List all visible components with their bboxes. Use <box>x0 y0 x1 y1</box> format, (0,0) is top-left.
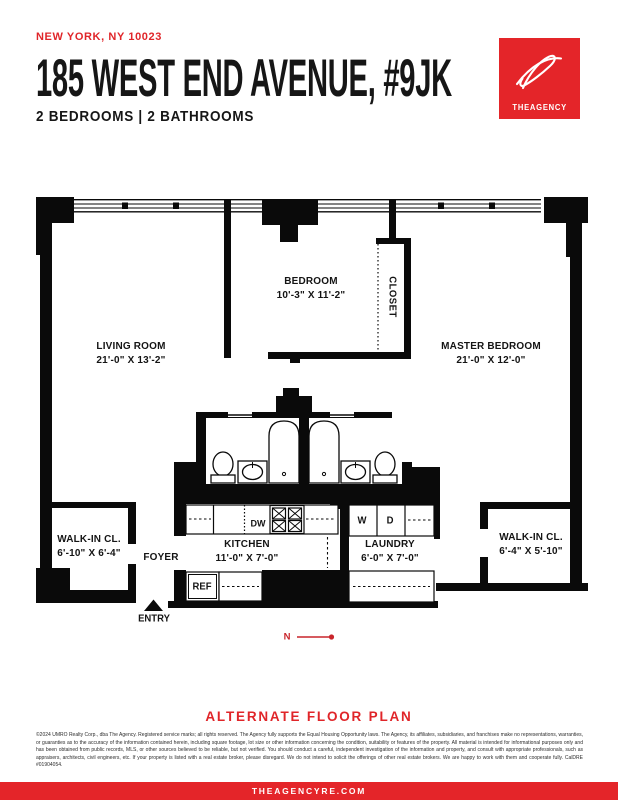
north-label: N <box>283 631 291 643</box>
wall-segment <box>128 508 136 544</box>
room-label-master-bedroom <box>441 339 541 367</box>
room-dims: 6'-4" X 5'-10" <box>499 545 563 557</box>
refrigerator-label: REF <box>192 581 212 593</box>
entry-arrow-icon <box>144 600 163 612</box>
dishwasher-label: DW <box>250 518 266 530</box>
room-label-kitchen <box>216 537 279 565</box>
room-dims: 21'-0" X 12'-0" <box>456 354 526 366</box>
wall-segment <box>480 509 488 529</box>
room-name: BEDROOM <box>284 274 338 287</box>
dryer-label: D <box>386 515 394 527</box>
wall-segment <box>262 199 318 225</box>
entry-label: ENTRY <box>138 613 170 625</box>
wall-segment <box>290 358 300 363</box>
room-dims: 21'-0" X 13'-2" <box>96 354 166 366</box>
wall-segment <box>280 225 298 242</box>
beds-baths-text: 2 BEDROOMS | 2 BATHROOMS <box>36 108 255 125</box>
washer-label: W <box>357 515 367 527</box>
plan-title: ALTERNATE FLOOR PLAN <box>205 709 413 724</box>
wall-segment <box>480 557 488 587</box>
wall-segment <box>224 199 231 358</box>
laundry-counter-bottom <box>349 571 434 602</box>
location-text: NEW YORK, NY 10023 <box>36 31 162 43</box>
toilet-tank <box>373 475 397 483</box>
room-dims: 6'-10" X 6'-4" <box>57 547 121 559</box>
wall-segment <box>174 490 186 536</box>
wall-segment <box>404 238 411 359</box>
wall-segment <box>36 590 136 603</box>
toilet-icon <box>375 452 395 476</box>
north-indicator <box>297 634 334 639</box>
wall-segment <box>262 570 348 602</box>
wall-segment <box>570 211 582 590</box>
wall-segment <box>268 352 410 359</box>
room-dims: 11'-0" X 7'-0" <box>215 552 279 564</box>
wall-segment <box>128 564 136 591</box>
toilet-icon <box>213 452 233 476</box>
room-name: LIVING ROOM <box>96 339 166 352</box>
website-url: THEAGENCYRE.COM <box>251 786 367 796</box>
room-label-walk-in-closet-right <box>499 530 563 558</box>
room-dims: 10'-3" X 11'-2" <box>276 289 346 301</box>
wall-segment <box>412 467 440 507</box>
wall-segment <box>434 509 440 539</box>
room-label-bedroom <box>277 274 346 302</box>
room-label-living-room <box>96 339 165 367</box>
wall-segment <box>436 583 588 591</box>
wall-segment <box>283 388 299 397</box>
wall-segment <box>276 396 312 412</box>
wall-segment <box>42 502 136 508</box>
room-name: WALK-IN CL. <box>499 530 563 543</box>
tub-drain-icon <box>282 472 285 475</box>
room-name: LAUNDRY <box>365 537 415 550</box>
toilet-tank <box>211 475 235 483</box>
room-label-laundry <box>361 537 419 565</box>
page-title: 185 WEST END AVENUE, #9JK <box>36 49 452 108</box>
wall-segment <box>389 199 396 244</box>
legal-disclaimer: ©2024 UMRO Realty Corp., dba The Agency. Registered service marks; all rights reserved. The Agency fully supports the Equal Housing Opportunity laws. The Agency, its affiliates, subsidiaries, and franchises make no representations, warranties, or guaranties as to the accuracy of the information contained herein, including square footage, lot size or other information concerning the condition, suitability or features of the property. All material is intended for informational purposes only and has been obtained from public records, MLS, or other sources believed to be reliable, but not verified. You should conduct a careful, independent investigation of the information and property, and consult with appropriate professionals, such as appraisers, architects, civil engineers, etc. If your property is listed with a real estate broker, please disregard. We do not intend to solicit the offerings of other real estate brokers. We are happy to work with them and cooperate fully. CalDRE #01904054. <box>36 732 583 768</box>
room-label-walk-in-closet-left <box>57 532 121 560</box>
room-name: MASTER BEDROOM <box>441 339 541 352</box>
tub-drain-icon <box>322 472 325 475</box>
room-name: KITCHEN <box>224 537 270 550</box>
room-label-closet: CLOSET <box>386 276 398 318</box>
wall-segment <box>480 502 574 509</box>
kitchen-counter-bottom <box>219 572 262 601</box>
wall-segment <box>40 211 52 603</box>
wall-segment <box>340 509 349 605</box>
room-name: WALK-IN CL. <box>57 532 121 545</box>
agency-logo-text: THEAGENCY <box>512 103 567 112</box>
room-dims: 6'-0" X 7'-0" <box>361 552 419 564</box>
website-bar <box>0 782 618 800</box>
room-label-foyer: FOYER <box>143 550 179 563</box>
